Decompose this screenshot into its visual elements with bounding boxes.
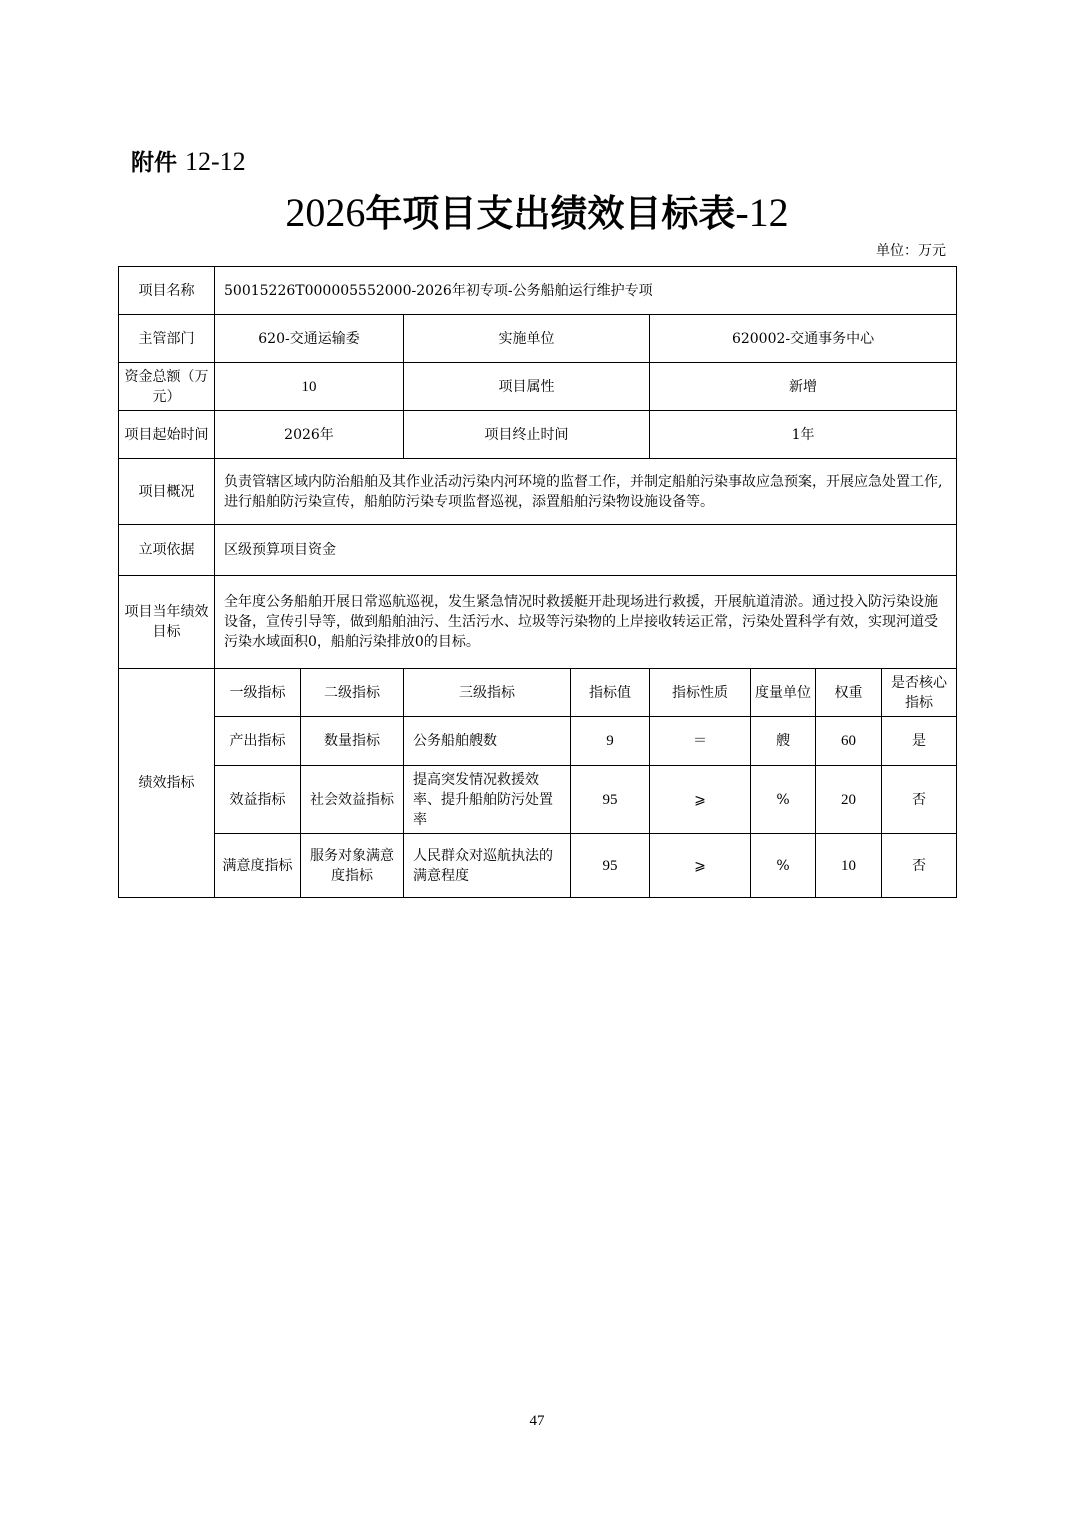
indicator-level3: 提高突发情况救援效率、提升船舶防污处置率 [404, 766, 571, 834]
row-basis [119, 525, 957, 576]
department-value: 620-交通运输委 [215, 315, 404, 363]
row-annual-goal [119, 576, 957, 669]
indicator-level2: 服务对象满意度指标 [301, 834, 404, 898]
indicator-unit: % [751, 766, 816, 834]
indicator-unit: % [751, 834, 816, 898]
indicator-weight: 60 [816, 717, 882, 766]
basis-value: 区级预算项目资金 [215, 525, 957, 576]
attachment-label [131, 145, 246, 180]
overview-label: 项目概况 [119, 459, 215, 525]
header-core: 是否核心指标 [882, 669, 957, 717]
indicator-core: 否 [882, 766, 957, 834]
overview-value: 负责管辖区域内防治船舶及其作业活动污染内河环境的监督工作，并制定船舶污染事故应急预案，开展应急处置工作,进行船舶防污染宣传，船舶防污染专项监督巡视，添置船舶污染物设施设备等。 [215, 459, 957, 525]
project-name-label: 项目名称 [119, 267, 215, 315]
indicator-level3: 公务船舶艘数 [404, 717, 571, 766]
indicator-nature: ＝ [650, 717, 751, 766]
indicator-level1: 产出指标 [215, 717, 301, 766]
indicator-level1: 效益指标 [215, 766, 301, 834]
indicator-nature: ⩾ [650, 766, 751, 834]
attachment-number: 12-12 [184, 147, 246, 176]
indicator-core: 否 [882, 834, 957, 898]
unit-label: 单位：万元 [876, 243, 946, 259]
title-suffix: -12 [735, 190, 789, 235]
row-overview [119, 459, 957, 525]
row-department [119, 315, 957, 363]
header-level3: 三级指标 [404, 669, 571, 717]
implementing-unit-label: 实施单位 [404, 315, 650, 363]
title-year: 2026 [285, 190, 366, 235]
indicator-level1: 满意度指标 [215, 834, 301, 898]
basis-label: 立项依据 [119, 525, 215, 576]
department-label: 主管部门 [119, 315, 215, 363]
indicator-header-row [119, 669, 957, 717]
header-value: 指标值 [571, 669, 650, 717]
indicator-level2: 数量指标 [301, 717, 404, 766]
header-level1: 一级指标 [215, 669, 301, 717]
indicator-level2: 社会效益指标 [301, 766, 404, 834]
table-row [119, 717, 957, 766]
performance-target-table [118, 266, 957, 898]
indicator-value: 95 [571, 834, 650, 898]
title-text: 年项目支出绩效目标表 [365, 192, 736, 235]
header-unit: 度量单位 [751, 669, 816, 717]
header-weight: 权重 [816, 669, 882, 717]
start-time-value: 2026年 [215, 411, 404, 459]
implementing-unit-value: 620002-交通事务中心 [650, 315, 957, 363]
annual-goal-label: 项目当年绩效目标 [119, 576, 215, 669]
indicator-level3: 人民群众对巡航执法的满意程度 [404, 834, 571, 898]
header-level2: 二级指标 [301, 669, 404, 717]
row-funding [119, 363, 957, 411]
annual-goal-value: 全年度公务船舶开展日常巡航巡视，发生紧急情况时救援艇开赴现场进行救援，开展航道清淤。通过投入防污染设施设备，宣传引导等，做到船舶油污、生活污水、垃圾等污染物的上岸接收转运正常，污染处置科学有效，实现河道受污染水域面积0，船舶污染排放0的目标。 [215, 576, 957, 669]
end-time-value: 1年 [650, 411, 957, 459]
indicator-unit: 艘 [751, 717, 816, 766]
project-attribute-label: 项目属性 [404, 363, 650, 411]
start-time-label: 项目起始时间 [119, 411, 215, 459]
indicators-section-label: 绩效指标 [119, 669, 215, 898]
indicator-value: 9 [571, 717, 650, 766]
table-row [119, 766, 957, 834]
total-funds-value: 10 [215, 363, 404, 411]
project-attribute-value: 新增 [650, 363, 957, 411]
table-row [119, 834, 957, 898]
total-funds-label: 资金总额（万元） [119, 363, 215, 411]
project-name-value: 50015226T000005552000-2026年初专项-公务船舶运行维护专项 [215, 267, 957, 315]
row-period [119, 411, 957, 459]
indicator-weight: 10 [816, 834, 882, 898]
indicator-nature: ⩾ [650, 834, 751, 898]
indicator-value: 95 [571, 766, 650, 834]
end-time-label: 项目终止时间 [404, 411, 650, 459]
indicator-core: 是 [882, 717, 957, 766]
page-number: 47 [529, 1413, 545, 1429]
indicator-weight: 20 [816, 766, 882, 834]
header-nature: 指标性质 [650, 669, 751, 717]
attachment-label-text: 附件 [131, 150, 177, 176]
page-title [0, 186, 1074, 241]
row-project-name [119, 267, 957, 315]
